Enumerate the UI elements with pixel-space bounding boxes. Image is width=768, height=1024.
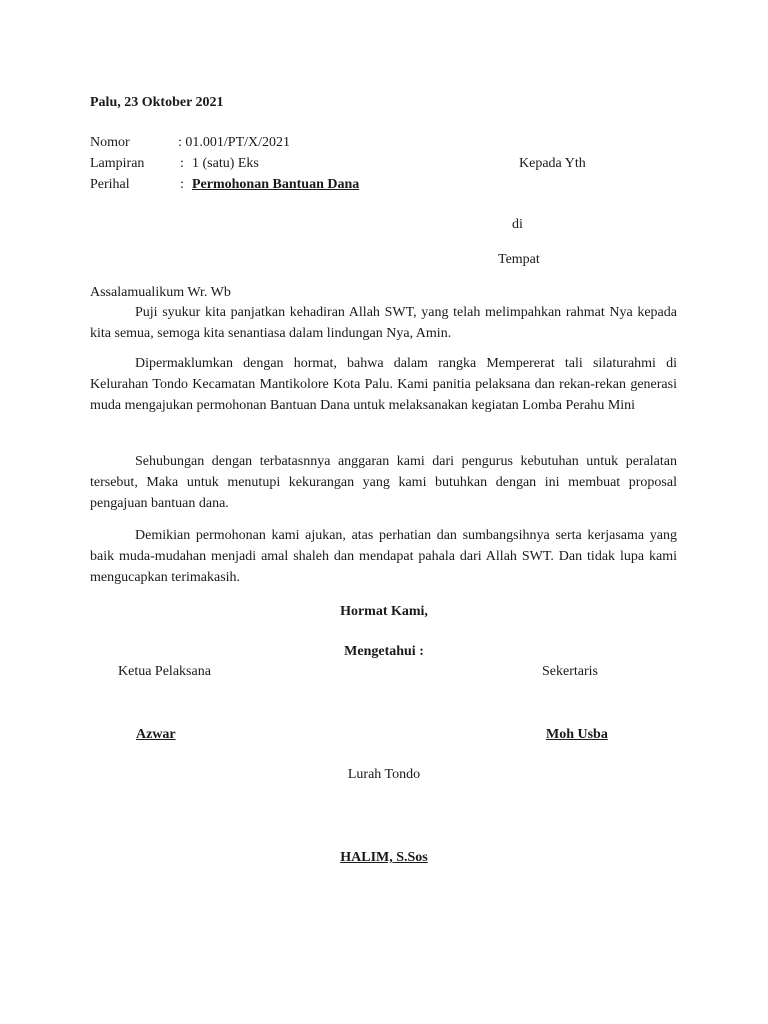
perihal-label: Perihal: [90, 177, 130, 192]
nomor-label: Nomor: [90, 135, 130, 150]
closing-hormat: Hormat Kami,: [340, 604, 428, 619]
recipient-kepada: Kepada Yth: [519, 156, 586, 171]
paragraph-1: [90, 302, 677, 344]
closing-mengetahui: Mengetahui :: [344, 644, 424, 659]
lampiran-value: 1 (satu) Eks: [192, 156, 259, 171]
sekretaris-name: Moh Usba: [546, 727, 608, 742]
perihal-value: Permohonan Bantuan Dana: [192, 177, 360, 192]
lurah-title: Lurah Tondo: [347, 767, 421, 782]
recipient-tempat: Tempat: [498, 252, 540, 267]
sekretaris-title: Sekertaris: [542, 664, 598, 679]
recipient-di: di: [512, 217, 523, 232]
lampiran-colon: :: [180, 156, 184, 171]
paragraph-2-text: Dipermaklumkan dengan hormat, bahwa dalam rangka Mempererat tali silaturahmi di Kelurahan Tondo Kecamatan Mantikolore Kota Palu. Kami panitia pelaksana dan rekan-rekan generasi muda mengajukan permohonan Bantuan Dana untuk melaksanakan kegiatan Lomba Perahu Mini: [90, 356, 677, 413]
place-date: Palu, 23 Oktober 2021: [90, 95, 224, 110]
paragraph-4-text: Demikian permohonan kami ajukan, atas perhatian dan sumbangsihnya serta kerjasama yang baik muda-mudahan menjadi amal shaleh dan mendapat pahala dari Allah SWT. Dan tidak lupa kami mengucapkan terimakasih.: [90, 528, 677, 585]
paragraph-1-text: Puji syukur kita panjatkan kehadiran Allah SWT, yang telah melimpahkan rahmat Nya kepada kita semua, semoga kita senantiasa dalam lindungan Nya, Amin.: [90, 305, 677, 341]
perihal-colon: :: [180, 177, 184, 192]
lurah-name: HALIM, S.Sos: [340, 850, 428, 865]
paragraph-2: [90, 353, 677, 416]
ketua-title: Ketua Pelaksana: [118, 664, 211, 679]
greeting: Assalamualikum Wr. Wb: [90, 285, 231, 300]
paragraph-4: [90, 525, 677, 588]
lampiran-label: Lampiran: [90, 156, 145, 171]
paragraph-3-text: Sehubungan dengan terbatasnnya anggaran kami dari pengurus kebutuhan untuk peralatan tersebut, Maka untuk menutupi kekurangan yang kami butuhkan dengan ini membuat proposal pengajuan bantuan dana.: [90, 454, 677, 511]
nomor-value: : 01.001/PT/X/2021: [178, 135, 291, 150]
ketua-name: Azwar: [136, 727, 176, 742]
paragraph-3: [90, 451, 677, 514]
